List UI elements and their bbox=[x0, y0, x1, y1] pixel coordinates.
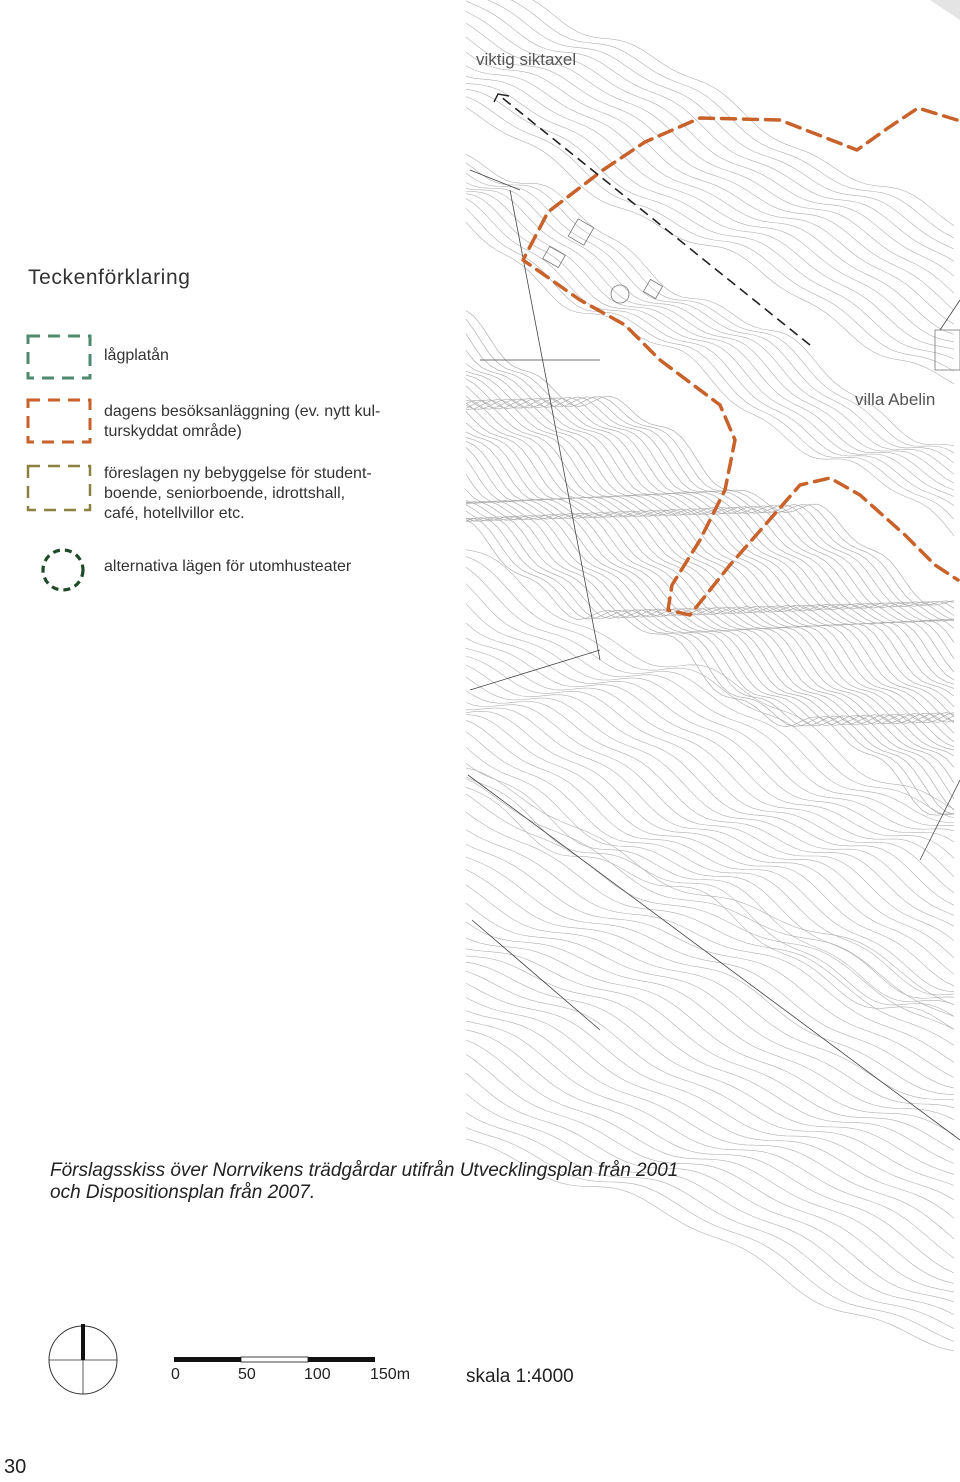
scale-tick-150: 150m bbox=[370, 1366, 411, 1383]
contour-line bbox=[466, 703, 954, 941]
contour-line bbox=[466, 1021, 954, 1258]
property-lines bbox=[468, 170, 960, 1140]
contour-line bbox=[466, 334, 954, 609]
contour-line bbox=[466, 519, 954, 815]
scale-bar bbox=[174, 1357, 375, 1362]
contour-line bbox=[466, 623, 954, 842]
contour-line bbox=[466, 518, 954, 815]
contour-line bbox=[466, 1094, 954, 1315]
contour-line bbox=[466, 708, 954, 958]
contour-line bbox=[466, 830, 954, 1063]
contour-line bbox=[466, 720, 954, 991]
sight-axis bbox=[494, 94, 810, 345]
contour-line bbox=[466, 903, 954, 1108]
contour-line bbox=[466, 441, 954, 722]
map-corner-shading bbox=[930, 0, 960, 20]
contour-line bbox=[466, 66, 954, 335]
contour-line bbox=[466, 567, 954, 822]
legend-swatch-utomhusteater bbox=[43, 550, 83, 590]
map-caption: Förslagsskiss över Norrvikens trädgårdar utifrån Utvecklingsplan från 2001 och Dispositionsplan från 2007. bbox=[50, 1160, 679, 1203]
contour-line bbox=[466, 400, 954, 688]
contour-line bbox=[466, 956, 954, 1164]
contour-line bbox=[466, 501, 954, 746]
legend-label-bebyggelse: föreslagen ny bebyggelse för student- boende, seniorboende, idrottshall, café, hotellvillor etc. bbox=[104, 465, 372, 522]
contour-line bbox=[466, 1011, 954, 1239]
legend-swatch-bebyggelse bbox=[28, 466, 90, 510]
legend-label-utomhusteater: alternativa lägen för utomhusteater bbox=[104, 558, 352, 575]
contour-line bbox=[466, 779, 954, 1017]
contour-line bbox=[466, 1, 954, 261]
contour-line bbox=[466, 517, 954, 810]
contour-line bbox=[466, 794, 954, 1030]
contour-line bbox=[466, 665, 954, 905]
villa-abelin-label: villa Abelin bbox=[855, 390, 936, 409]
legend-swatch-besoksanlaggning bbox=[28, 400, 90, 442]
contour-line bbox=[466, 403, 954, 696]
contour-line bbox=[466, 83, 954, 349]
sight-axis-label: viktig siktaxel bbox=[476, 50, 577, 69]
contour-line bbox=[466, 787, 954, 1029]
scale-tick-0: 0 bbox=[171, 1366, 180, 1383]
contour-line bbox=[466, 557, 954, 818]
contour-line bbox=[466, 432, 954, 722]
scale-tick-50: 50 bbox=[238, 1366, 256, 1383]
contour-line bbox=[466, 208, 954, 519]
contour-line bbox=[466, 517, 954, 799]
buildings bbox=[543, 219, 960, 370]
contour-line bbox=[466, 400, 954, 680]
contour-lines bbox=[466, 0, 954, 1351]
contour-line bbox=[466, 412, 954, 707]
legend-swatch-lagplatan bbox=[28, 336, 90, 378]
contour-line bbox=[466, 938, 954, 1135]
contour-line bbox=[466, 400, 954, 684]
contour-line bbox=[466, 0, 954, 249]
legend-label-lagplatan: lågplatån bbox=[104, 347, 169, 364]
contour-line bbox=[466, 962, 954, 1174]
contour-line bbox=[466, 52, 954, 324]
contour-line bbox=[466, 1113, 954, 1329]
north-arrow bbox=[49, 1324, 117, 1394]
scale-text: skala 1:4000 bbox=[466, 1366, 574, 1387]
contour-line bbox=[466, 89, 954, 359]
scale-tick-100: 100 bbox=[304, 1366, 331, 1383]
contour-line bbox=[466, 173, 954, 463]
contour-line bbox=[466, 189, 954, 484]
contour-line bbox=[466, 97, 954, 372]
page-number: 30 bbox=[4, 1456, 27, 1478]
contour-line bbox=[466, 763, 954, 1004]
legend-title: Teckenförklaring bbox=[28, 266, 191, 289]
legend-label-besoksanlaggning: dagens besöksanläggning (ev. nytt kul- turskyddat område) bbox=[104, 403, 381, 440]
contour-line bbox=[466, 502, 954, 756]
contour-line bbox=[466, 502, 954, 750]
contour-line bbox=[466, 715, 954, 986]
visitor-area-boundary bbox=[523, 108, 958, 615]
